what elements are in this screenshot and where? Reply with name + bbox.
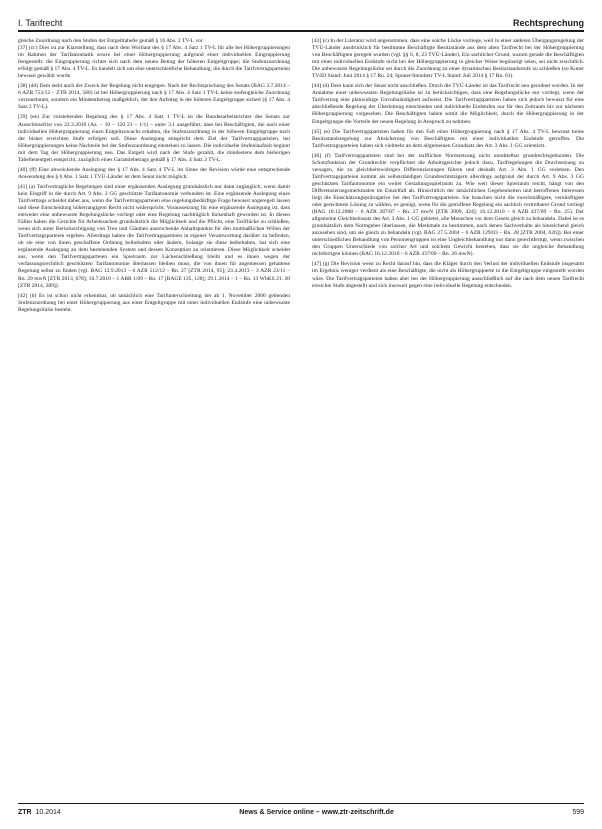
paragraph: [39] (ee) Zur vorstehenden Regelung des § 17 Abs. 4 Satz 1 TV-L ist die Bundesarbeitsrichter des Senats zur Ausschlussfrist von 22.3.2010 (Az. – 10 – 120 21 – 1/1) – unter 3.1 ausgeführt, dass bei Beschäftigten, die nach einer individuellen Höhergruppierung einen Entgeltzuwachs erhalten, die Stufenzuordnung in der höheren Entgeltgruppe nach der bisher erreichten Stufe erfolgen soll. Diese Auslegung entspricht dem Ziel der Tarifvertragsparteien, bei Höhergruppierungen keine Nachteile bei der Stufenzuordnung entstehen zu lassen. Die individuelle Stufenlaufzeit beginnt mit dem Tag der Höhergruppierung neu. Das Entgelt wird nach der Stufe gezahlt, die mindestens dem bisherigen Tabellenentgelt entspricht, zuzüglich eines Garantiebetrags gemäß § 17 Abs. 4 Satz 2 TV-L. <box>18 114 290 163</box>
left-column <box>18 38 290 317</box>
paragraph: [42] (b) Es ist schon nicht erkennbar, ob tatsächlich eine Tarifunterschreitung der ab 1. November 2006 geltenden Stufenzuordnung bei einer Höhergruppierung aus einer Entgeltgruppe mit einer individuellen Endstufe eine unbewusste Regelungslücke besteht. <box>18 292 290 313</box>
paragraph: gleiche Zuordnung nach den Stufen der Entgelttabelle gemäß § 16 Abs. 2 TV-L vor. <box>18 38 204 44</box>
section-title: I. Tarifrecht <box>18 18 63 28</box>
paragraph: [40] (ff) Eine abweichende Auslegung des § 17 Abs. 4 Satz 4 TV-L im Sinne der Revision würde eine entsprechende Anwendung des § 6 Abs. 1 Satz 1 TVÜ-Länder ist dem Senat nicht möglich. <box>18 166 290 180</box>
paragraph: [46] (f) Tarifvertragsparteien sind bei der tariflichen Normsetzung nicht unmittelbar grundrechtsgebunden. Die Schutzfunktion der Grundrechte verpflichtet die Arbeitsgerichte jedoch dazu, Tarifregelungen die Durchsetzung zu versagen, die zu gleichheitswidrigen Differenzierungen führen und deshalb Art. 3 Abs. 1 GG verletzen. Den Tarifvertragsparteien kommt als selbstständigen Grundrechtsträgern allerdings aufgrund der durch Art. 9 Abs. 3 GG geschützten Tarifautonomie ein weiter Gestaltungsspielraum zu. Wie weit dieser Spielraum reicht, hängt von den Differenzierungsmerkmalen im Einzelfall ab. Hinsichtlich der tatsächlichen Gegebenheiten und betroffenen Interessen liegt die Einschätzungsprärogative bei den Tarifvertragsparteien. Sie brauchen nicht die zweckmäßigste, vernünftigste oder gerechteste Lösung zu wählen, es genügt, wenn für die getroffene Regelung ein sachlich vertretbarer Grund vorliegt (BAG 18.12.2008 – 6 AZR 287/07 – Rn. 27 mwN [ZTR 2009, 424]; 16.12.2010 – 6 AZR 437/09 – Rn. 25). Der allgemeine Gleichheitssatz des Art. 3 Abs. 1 GG gebietet, alle Menschen vor dem Gesetz gleich zu behandeln. Dabei ist es grundsätzlich dem Normgeber überlassen, die Merkmale zu bestimmen, nach denen Sachverhalte als hinreichend gleich anzusehen sind, um sie gleich zu behandeln (vgl. BAG 27.5.2004 – 6 AZR 129/03 – Rn. 28 [ZTR 2004, 626]). Bei einer unterschiedlichen Behandlung von Personengruppen ist eine Ungleichbehandlung nur dann gerechtfertigt, wenn zwischen den Gruppen Unterschiede von solcher Art und solchem Gewicht bestehen, dass sie die ungleiche Behandlung rechtfertigen können (BAG 16.12.2010 – 6 AZR 437/09 – Rn. 26 mwN). <box>312 152 584 258</box>
category-title: Rechtsprechung <box>512 18 584 28</box>
journal-name: ZTR <box>18 808 32 816</box>
paragraph: [41] (a) Tarifvertragliche Regelungen sind einer ergänzenden Auslegung grundsätzlich nur dann zugänglich, wenn damit kein Eingriff in die durch Art. 9 Abs. 3 GG geschützte Tarifautonomie verbunden ist. Eine ergänzende Auslegung eines Tarifvertrags scheidet daher aus, wenn die Tarifvertragsparteien eine regelungsbedürftige Frage bewusst ungeregelt lassen und diese Entscheidung höherrangigem Recht nicht widerspricht. Voraussetzung für eine ergänzende Auslegung ist, dass entweder eine unbewusste Regelungslücke vorliegt oder eine Regelung nachträglich lückenhaft geworden ist. In diesen Fällen haben die Gerichte für Arbeitssachen grundsätzlich die Möglichkeit und die Pflicht, eine Tariflücke zu schließen, wenn sich unter Berücksichtigung von Treu und Glauben ausreichende Anhaltspunkte für den mutmaßlichen Willen der Tarifvertragsparteien ergeben. Allerdings haben die Tarifvertragsparteien in eigener Verantwortung darüber zu befinden, ob sie eine von ihnen geschaffene Ordnung beibehalten oder ändern. Solange sie diese beibehalten, hat sich eine ergänzende Auslegung an dem bestehenden System und dessen Konzeption zu orientieren. Diese Möglichkeit scheidet aus, wenn den Tarifvertragsparteien ein Spielraum zur Lückenschließung bleibt und es ihnen wegen der verfassungsrechtlich geschützten Tarifautonomie überlassen bleiben muss, die von ihnen für angemessen gehaltene Regelung selbst zu finden (vgl. BAG 12.9.2013 – 6 AZR 512/12 – Rn. 27 [ZTR 2014, 95]; 23.4.2013 – 3 AZR 23/11 – Rn. 29 mwN [ZTR 2013, 678]; 16.7.2010 – 1 ABR 1/09 – Rn. 17 [BAGE 135, 128]; 29.1.2014 – 1 – Rn. 13 WbKS 21. 20 [ZTR 2014, 289]). <box>18 183 290 289</box>
paragraph: [47] (g) Die Revision weist zu Recht darauf hin, dass die Kläger durch den Verlust der individuellen Endstufe insgesamt im Ergebnis weniger verdient als eine Beschäftigte, die nicht als Höhergruppierte in die Entgeltgruppe eingestellt worden wäre. Die Tarifvertragsparteien haben aber bei der Höhergruppierung ausschließlich auf die nach dem neuen Tarifrecht erreichte Stufe abgestellt und sich insoweit gegen eine individuelle Regelung entschieden. <box>312 261 584 289</box>
running-header <box>18 6 584 32</box>
page-number: 599 <box>572 808 584 816</box>
issue-number: 10.2014 <box>35 808 61 816</box>
journal-issue <box>18 809 61 816</box>
paragraph: [43] (c) In der Literatur wird angenommen, dass eine solche Lücke vorliege, weil in einer anderen Übergangsregelung der TVÜ-Länder ausdrücklich für bestimmte Beschäftigte Besitzstände aus dem alten Tarifrecht bei der Höhergruppierung von Beschäftigten geregelt wurden (vgl. §§ 6, 8, 23 TVÜ-Länder). Ein sachlicher Grund, warum gerade die Beschäftigten mit einer individuellen Endstufe nicht bei der Höhergruppierung in gleicher Weise begünstigt seien, sei nicht ersichtlich. Die unbewusste Regelungslücke sei durch die Zuordnung zu einer dynamischen Besitzstandsstufe zu schließen (so Kuner TVöD Stand: Juni 2014 § 17 Rn. 24; Sponer/Steinherr TV-L Stand: Juli 2014 § 17 Rn. 61). <box>312 38 584 80</box>
paragraph: [45] (e) Die Tarifvertragsparteien haben für den Fall einer Höhergruppierung nach § 17 Abs. 4 TV-L bewusst keine Besitzstandsregelung zur Absicherung von Beschäftigten mit einer individuellen Endstufe getroffen. Die Tarifvertragsparteien haben sich vielmehr an dem allgemeinen Grundsatz des Art. 3 Abs. 1 GG orientiert. <box>312 128 584 149</box>
right-column <box>312 38 584 293</box>
page-footer <box>18 803 584 820</box>
paragraph: [38] (dd) Dem steht auch der Zweck der Regelung nicht entgegen. Nach der Rechtsprechung des Senats (BAG 3.7.2014 – 6 AZR 753/12 – ZTR 2014, 580) ist bei Höhergruppierung nach § 17 Abs. 4 Satz 1 TV-L keine stufengleiche Zuordnung vorzunehmen, sondern ein Mindestbetrag maßgeblich, der den Aufstieg in der höheren Entgeltgruppe sichert (§ 17 Abs. 4 Satz 2 TV-L). <box>18 83 290 111</box>
footer-slogan: News & Service online – www.ztr-zeitschrift.de <box>239 808 394 816</box>
paragraph: [44] (d) Dem kann sich der Senat nicht anschließen. Durch die TVÜ-Länder ist das Tarifrecht neu geordnet worden. In der Annahme einer unbewussten Regelungslücke ist zu berücksichtigen, dass eine Regelungslücke nur vorliegt, wenn der Tarifvertrag eine planwidrige Unvollständigkeit aufweist. Die Tarifvertragsparteien haben sich jedoch bewusst für eine abschließende Regelung der Überleitung entschieden und individuelle Endstufen nur für den Zeitraum bis zur nächsten Höhergruppierung vorgesehen. Die Beschäftigten haben somit die Möglichkeit, durch die Höhergruppierung in der Entgeltgruppe die Vorteile der neuen Regelung in Anspruch zu nehmen. <box>312 83 584 125</box>
paragraph: [37] (cc) Dies ist zur Klarstellung, dass nach dem Wortlaut des § 17 Abs. 4 Satz 1 TV-L für alle bei Höhergruppierungen im Rahmen der Tarifautomatik sowie bei einer Höhergruppierung aufgrund einer individuellen Eingruppierung festgestellt: die Eingruppierung richtet sich nach dem neuen Betrag der höheren Entgeltgruppe; die Stufenzuordnung erfolgt gemäß § 17 Abs. 4 TV-L. Es handelt sich um eine unterschiedliche Behandlung, die durch die Tarifvertragsparteien bewusst gewählt wurde. <box>18 45 290 80</box>
